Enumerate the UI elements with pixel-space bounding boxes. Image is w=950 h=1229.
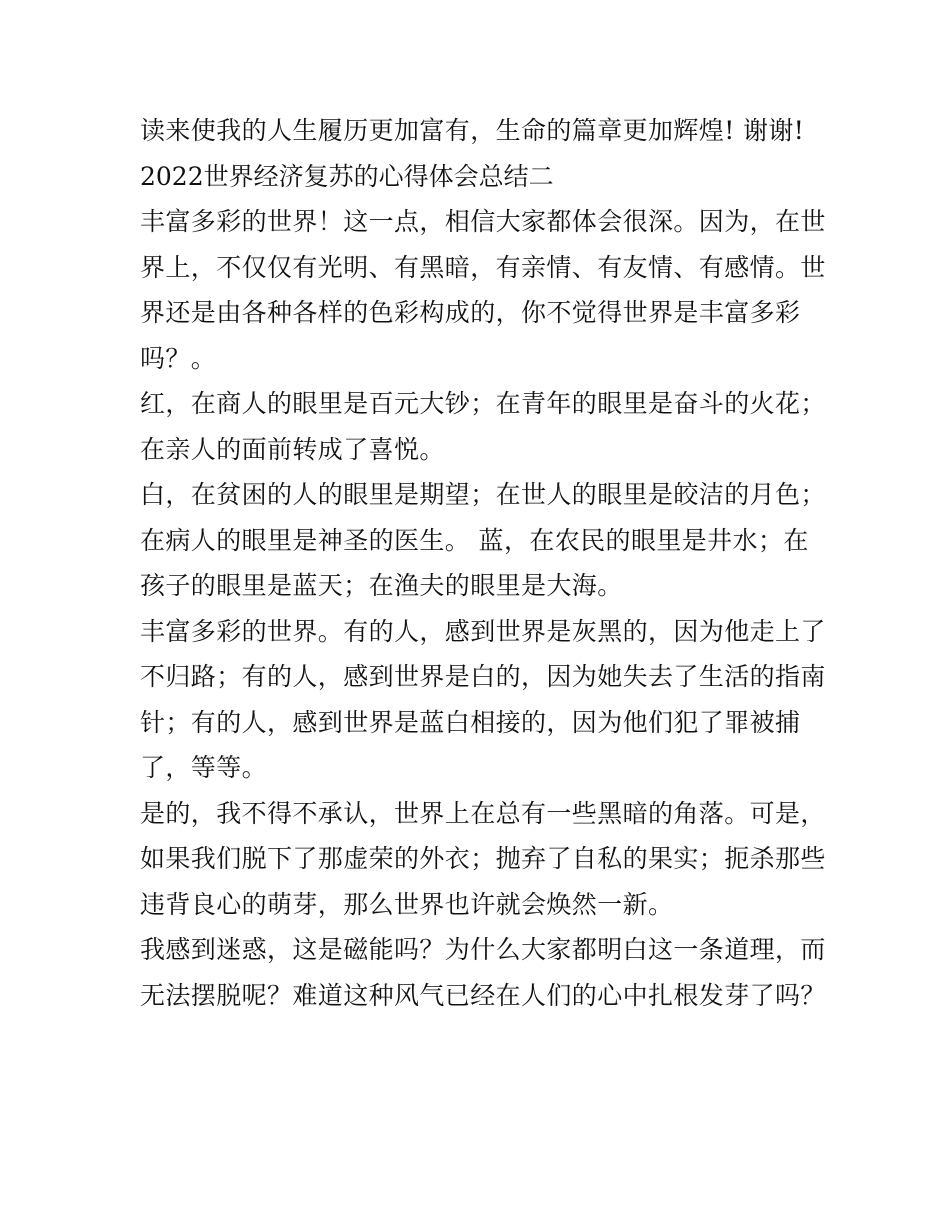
text-line: 如果我们脱下了那虚荣的外衣；抛弃了自私的果实；扼杀那些 (140, 844, 826, 873)
text-line: 在亲人的面前转成了喜悦。 (140, 434, 445, 464)
text-line: 丰富多彩的世界！这一点，相信大家都体会很深。因为，在世 (140, 207, 826, 236)
text-line: 违背良心的萌芽，那么世界也许就会焕然一新。 (140, 889, 674, 919)
text-line: 在病人的眼里是神圣的医生。 蓝，在农民的眼里是井水；在 (140, 525, 809, 555)
text-line: 孩子的眼里是蓝天；在渔夫的眼里是大海。 (140, 571, 623, 600)
text-line: 吗？。 (140, 343, 217, 373)
text-line: 不归路；有的人，感到世界是白的，因为她失去了生活的指南 (140, 662, 826, 691)
text-line: 针；有的人，感到世界是蓝白相接的，因为他们犯了罪被捕 (140, 707, 801, 737)
text-line: 了，等等。 (140, 753, 268, 782)
text-line: 红，在商人的眼里是百元大钞；在青年的眼里是奋斗的火花； (140, 389, 826, 418)
text-line: 界上，不仅仅有光明、有黑暗，有亲情、有友情、有感情。世 (140, 252, 826, 282)
text-line: 无法摆脱呢？难道这种风气已经在人们的心中扎根发芽了吗？ (140, 980, 826, 1010)
section-heading: 2022世界经济复苏的心得体会总结二 (140, 161, 554, 191)
text-line: 读来使我的人生履历更加富有，生命的篇章更加辉煌! 谢谢! (140, 116, 805, 145)
text-line: 丰富多彩的世界。有的人，感到世界是灰黑的，因为他走上了 (140, 616, 826, 646)
text-line: 界还是由各种各样的色彩构成的，你不觉得世界是丰富多彩 (140, 298, 801, 327)
text-line: 是的，我不得不承认，世界上在总有一些黑暗的角落。可是， (140, 798, 826, 828)
text-line: 我感到迷惑，这是磁能吗？为什么大家都明白这一条道理，而 (140, 935, 826, 964)
text-line: 白，在贫困的人的眼里是期望；在世人的眼里是皎洁的月色； (140, 480, 826, 509)
